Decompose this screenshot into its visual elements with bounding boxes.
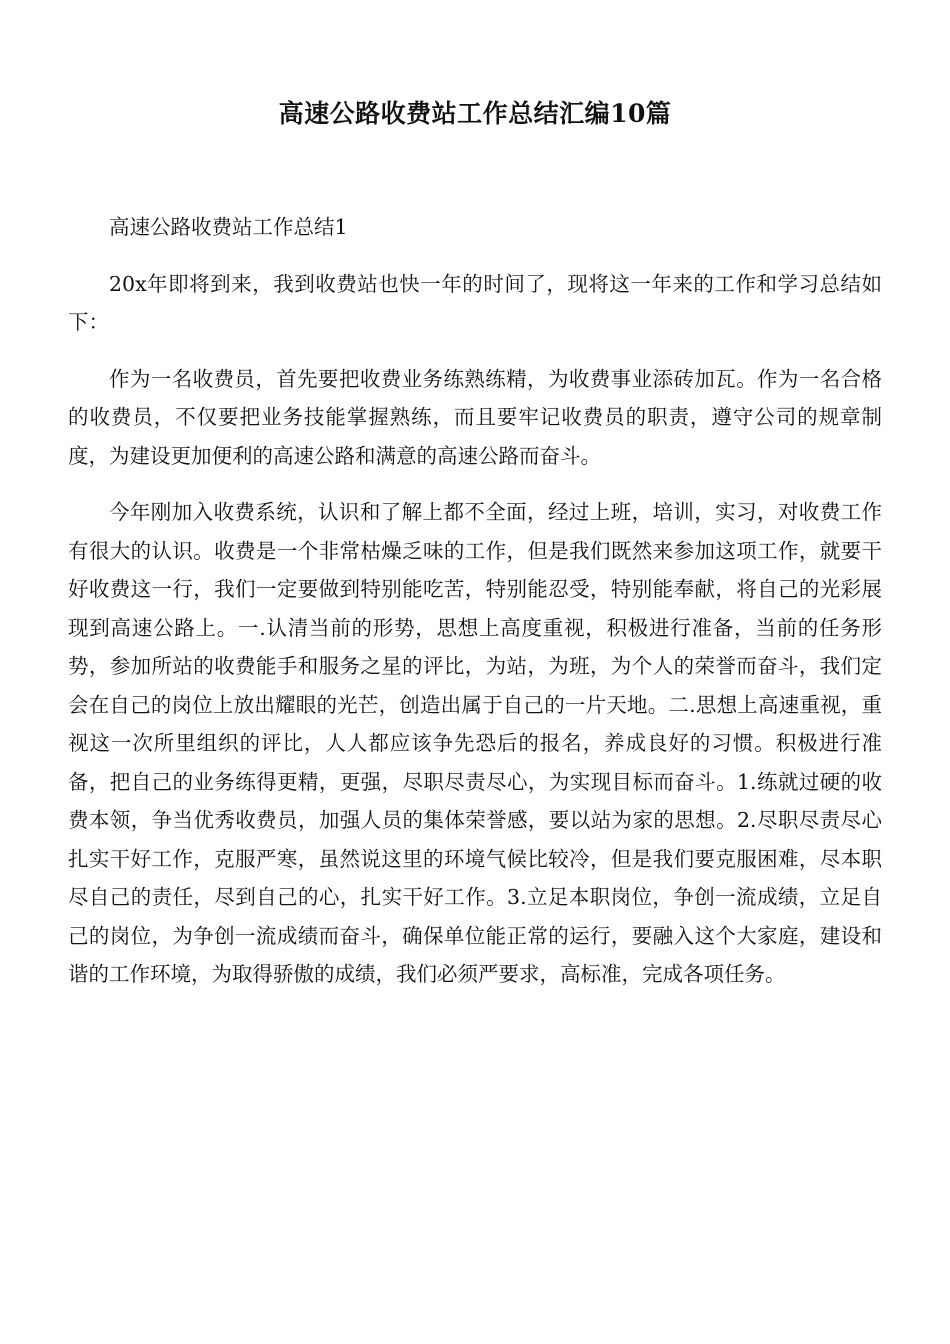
document-body [68,208,882,1012]
paragraph-intro: 20x年即将到来，我到收费站也快一年的时间了，现将这一年来的工作和学习总结如下： [68,271,882,334]
paragraph-work-review: 今年刚加入收费系统，认识和了解上都不全面，经过上班，培训，实习，对收费工作有很大的认识。收费是一个非常枯燥乏味的工作，但是我们既然来参加这项工作，就要干好收费这一行，我们一定要做到特别能吃苦，特别能忍受，特别能奉献，将自己的光彩展现到高速公路上。一.认清当前的形势，思想上高度重视，积极进行准备，当前的任务形势，参加所站的收费能手和服务之星的评比，为站，为班，为个人的荣誉而奋斗，我们定会在自己的岗位上放出耀眼的光芒，创造出属于自己的一片天地。二.思想上高速重视，重视这一次所里组织的评比，人人都应该争先恐后的报名，养成良好的习惯。积极进行准备，把自己的业务练得更精，更强，尽职尽责尽心，为实现目标而奋斗。1.练就过硬的收费本领，争当优秀收费员，加强人员的集体荣誉感，要以站为家的思想。2.尽职尽责尽心扎实干好工作，克服严寒，虽然说这里的环境气候比较冷，但是我们要克服困难，尽本职尽自己的责任，尽到自己的心，扎实干好工作。3.立足本职岗位，争创一流成绩，立足自己的岗位，为争创一流成绩而奋斗，确保单位能正常的运行，要融入这个大家庭，建设和谐的工作环境，为取得骄傲的成绩，我们必须严要求，高标准，完成各项任务。 [68,500,882,986]
document-title: 高速公路收费站工作总结汇编10篇 [278,99,672,128]
section-heading: 高速公路收费站工作总结1 [109,215,348,239]
paragraph-duty: 作为一名收费员，首先要把收费业务练熟练精，为收费事业添砖加瓦。作为一名合格的收费员，不仅要把业务技能掌握熟练，而且要牢记收费员的职责，遵守公司的规章制度，为建设更加便利的高速公路和满意的高速公路而奋斗。 [68,366,882,468]
